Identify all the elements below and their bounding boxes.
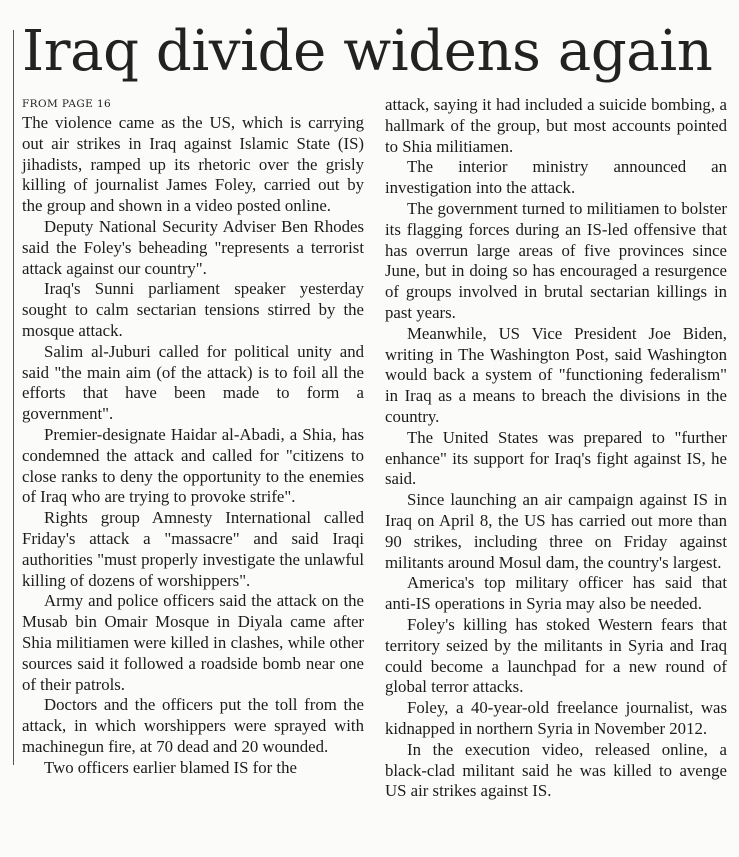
- paragraph: Foley's killing has stoked Western fears that territory seized by the militants in Syria and Iraq could become a launchpad for a new round of global terror attacks.: [385, 614, 727, 697]
- paragraph: Rights group Amnesty International called Friday's attack a "massacre" and said Iraqi authorities "must properly investigate the unlawful killing of dozens of worshippers".: [22, 508, 364, 590]
- paragraph: Salim al-Juburi called for political unity and said "the main aim (of the attack) is to foil all the efforts that have been made to form a government".: [22, 341, 364, 424]
- paragraph: Doctors and the officers put the toll from the attack, in which worshippers were sprayed with machinegun fire, at 70 dead and 20 wounded.: [22, 695, 364, 756]
- paragraph: The interior ministry announced an investigation into the attack.: [385, 157, 727, 198]
- kicker-from-page: FROM PAGE 16: [22, 98, 112, 110]
- paragraph: The United States was prepared to "further enhance" its support for Iraq's fight against IS, he said.: [385, 427, 727, 489]
- right-column: [385, 95, 727, 802]
- paragraph: The government turned to militiamen to bolster its flagging forces during an IS-led offensive that has overrun large areas of five provinces since June, but in doing so has encouraged a resurgence of groups involved in brutal sectarian killings in past years.: [385, 198, 727, 322]
- paragraph: attack, saying it had included a suicide bombing, a hallmark of the group, but most accounts pointed to Shia militiamen.: [385, 95, 727, 156]
- headline: Iraq divide widens again: [22, 19, 713, 84]
- paragraph: Foley, a 40-year-old freelance journalist, was kidnapped in northern Syria in November 2012.: [385, 698, 727, 738]
- left-column: [22, 113, 364, 779]
- paragraph: Iraq's Sunni parliament speaker yesterday sought to calm sectarian tensions stirred by the mosque attack.: [22, 279, 364, 340]
- paragraph: In the execution video, released online, a black-clad militant said he was killed to avenge US air strikes against IS.: [385, 739, 727, 801]
- paragraph: America's top military officer has said that anti-IS operations in Syria may also be needed.: [385, 573, 727, 614]
- paragraph: Two officers earlier blamed IS for the: [44, 757, 297, 777]
- paragraph: Army and police officers said the attack on the Musab bin Omair Mosque in Diyala came after Shia militiamen were killed in clashes, while other sources said it followed a roadside bomb near one of their patrols.: [22, 591, 364, 694]
- paragraph: Premier-designate Haidar al-Abadi, a Shia, has condemned the attack and called for "citizens to close ranks to deny the opportunity to the enemies of Iraq who are trying to provoke strife".: [22, 424, 364, 507]
- paragraph: Meanwhile, US Vice President Joe Biden, writing in The Washington Post, said Washington would back a system of "functioning federalism" in Iraq as a means to breach the divisions in the country.: [385, 323, 727, 426]
- paragraph: Since launching an air campaign against IS in Iraq on April 8, the US has carried out more than 90 strikes, including three on Friday against militants around Mosul dam, the country's largest.: [385, 490, 727, 572]
- paragraph: The violence came as the US, which is carrying out air strikes in Iraq against Islamic State (IS) jihadists, ramped up its rhetoric over the grisly killing of journalist James Foley, carried out by the group and shown in a video posted online.: [22, 113, 364, 216]
- column-rule: [13, 30, 14, 765]
- adjacent-column-fragment: [0, 160, 8, 760]
- paragraph: Deputy National Security Adviser Ben Rhodes said the Foley's beheading "represents a terrorist attack against our country".: [22, 216, 364, 278]
